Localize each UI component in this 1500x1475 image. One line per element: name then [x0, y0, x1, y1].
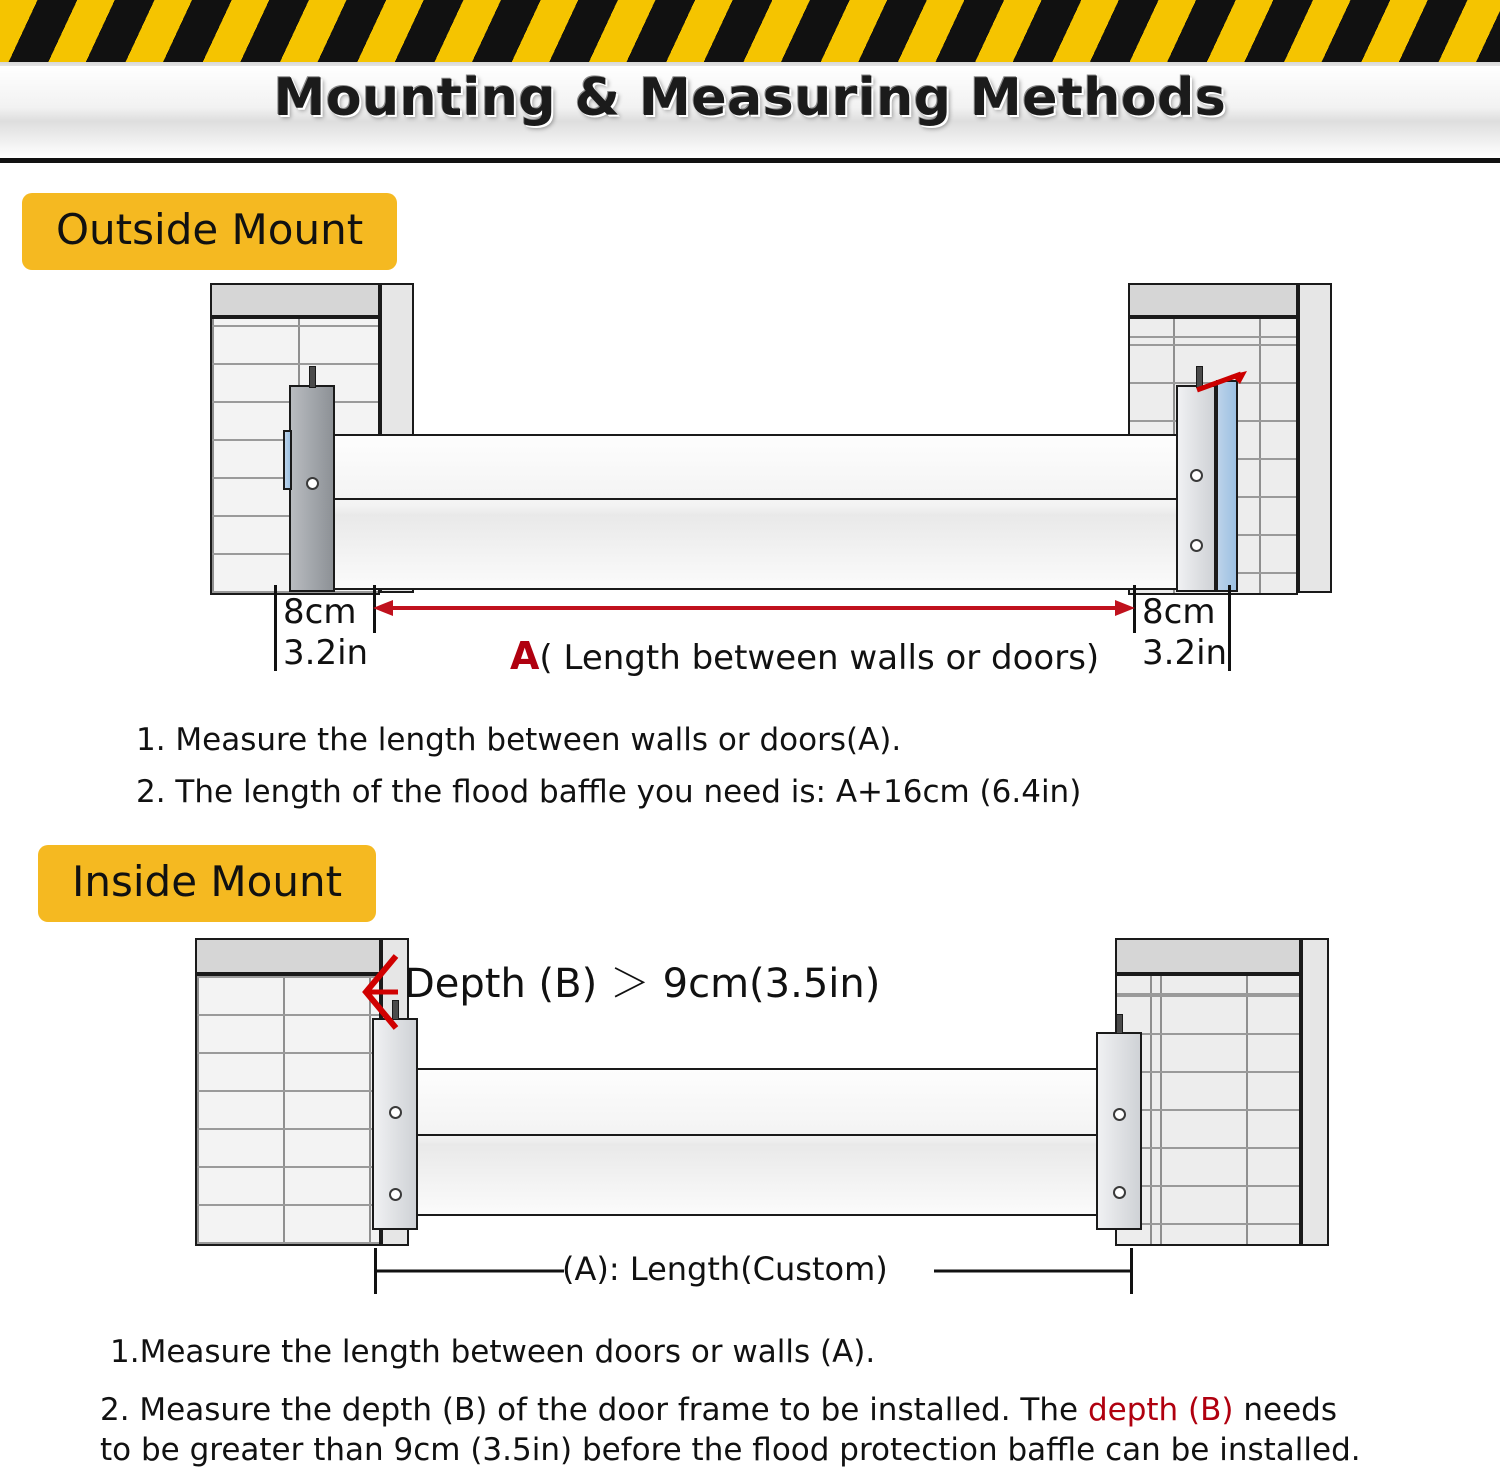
right-mounting-bracket-inside [1096, 1032, 1142, 1230]
right-offset-cm-label: 8cm [1142, 592, 1216, 632]
inside-instruction-2-part-b: needs [1233, 1392, 1337, 1428]
hazard-stripe-banner [0, 0, 1500, 65]
left-bracket-seal-outside [283, 430, 292, 490]
inside-instruction-3: to be greater than 9cm (3.5in) before the flood protection baffle can be installed. [100, 1432, 1361, 1468]
left-mounting-bracket-inside [372, 1018, 418, 1230]
depth-comparator: ＞ [609, 961, 650, 1007]
left-bracket-pin-outside [309, 366, 316, 388]
section-badge-outside-mount: Outside Mount [22, 193, 397, 270]
inside-instruction-2-part-a: 2. Measure the depth (B) of the door frame to be installed. The [100, 1392, 1088, 1428]
flood-baffle-panel-outside [330, 434, 1186, 590]
outside-instruction-2: 2. The length of the flood baffle you need is: A+16cm (6.4in) [136, 774, 1082, 810]
left-offset-cm-label: 8cm [283, 592, 357, 632]
span-marker-a: A [510, 634, 540, 678]
depth-label-text: Depth (B) [404, 961, 598, 1007]
span-label-inside: (A): Length(Custom) [562, 1250, 888, 1288]
red-arrow-marker-outside [1195, 368, 1255, 398]
dim-tick-right-outer [1228, 585, 1231, 671]
dim-tick-left-outer [274, 585, 277, 671]
depth-value: 9cm(3.5in) [662, 961, 881, 1007]
page-title: Mounting & Measuring Methods [273, 68, 1227, 128]
span-label-text: ( Length between walls or doors) [539, 638, 1100, 678]
span-label-outside [510, 634, 1099, 678]
inside-instruction-2 [100, 1392, 1337, 1428]
span-arrow-outside [373, 597, 1135, 619]
section-badge-inside-mount: Inside Mount [38, 845, 376, 922]
inside-instruction-2-highlight: depth (B) [1087, 1392, 1234, 1428]
right-bracket-pin-inside [1116, 1014, 1123, 1034]
depth-label-inside [404, 952, 880, 1009]
flood-baffle-panel-inside [404, 1068, 1116, 1216]
right-offset-in-label: 3.2in [1142, 633, 1228, 673]
right-bracket-seal-outside [1216, 380, 1238, 592]
right-mounting-bracket-outside [1176, 385, 1216, 592]
left-mounting-bracket-outside [289, 385, 335, 592]
left-offset-in-label: 3.2in [283, 633, 369, 673]
outside-instruction-1: 1. Measure the length between walls or doors(A). [136, 722, 902, 758]
inside-instruction-1: 1.Measure the length between doors or walls (A). [110, 1334, 876, 1370]
